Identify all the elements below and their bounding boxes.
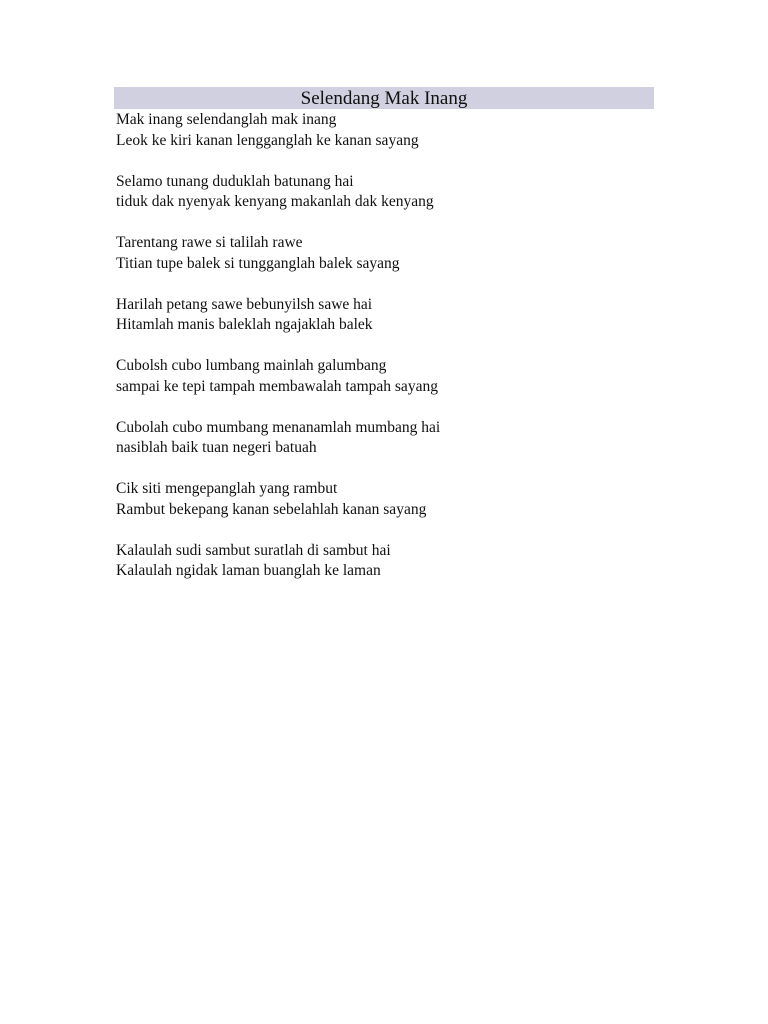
- poem-line: Cubolsh cubo lumbang mainlah galumbang: [116, 357, 387, 374]
- poem-line: Tarentang rawe si talilah rawe: [116, 234, 303, 251]
- title-bar: [114, 87, 654, 109]
- poem-line: Kalaulah ngidak laman buanglah ke laman: [116, 562, 381, 579]
- stanza-7: [116, 479, 676, 520]
- stanza-1: [116, 110, 676, 151]
- stanza-2: [116, 172, 676, 213]
- poem-line: Cubolah cubo mumbang menanamlah mumbang hai: [116, 418, 441, 436]
- poem-line: tiduk dak nyenyak kenyang makanlah dak kenyang: [116, 193, 434, 210]
- poem-body: [116, 110, 676, 602]
- stanza-6: [116, 418, 676, 459]
- stanza-3: [116, 233, 676, 274]
- poem-line: Rambut bekepang kanan sebelahlah kanan sayang: [116, 500, 427, 518]
- page-title: Selendang Mak Inang: [300, 88, 468, 109]
- stanza-4: [116, 295, 676, 336]
- stanza-8: [116, 541, 676, 582]
- poem-line: Selamo tunang duduklah batunang hai: [116, 172, 354, 190]
- poem-line: Cik siti mengepanglah yang rambut: [116, 480, 338, 497]
- poem-line: Kalaulah sudi sambut suratlah di sambut hai: [116, 541, 391, 559]
- poem-line: Leok ke kiri kanan lengganglah ke kanan sayang: [116, 131, 419, 149]
- poem-line: nasiblah baik tuan negeri batuah: [116, 439, 317, 456]
- poem-line: sampai ke tepi tampah membawalah tampah sayang: [116, 377, 438, 395]
- stanza-5: [116, 356, 676, 397]
- poem-line: Hitamlah manis baleklah ngajaklah balek: [116, 316, 373, 333]
- poem-line: Harilah petang sawe bebunyilsh sawe hai: [116, 295, 373, 313]
- poem-line: Titian tupe balek si tungganglah balek sayang: [116, 254, 400, 272]
- poem-line: Mak inang selendanglah mak inang: [116, 111, 337, 128]
